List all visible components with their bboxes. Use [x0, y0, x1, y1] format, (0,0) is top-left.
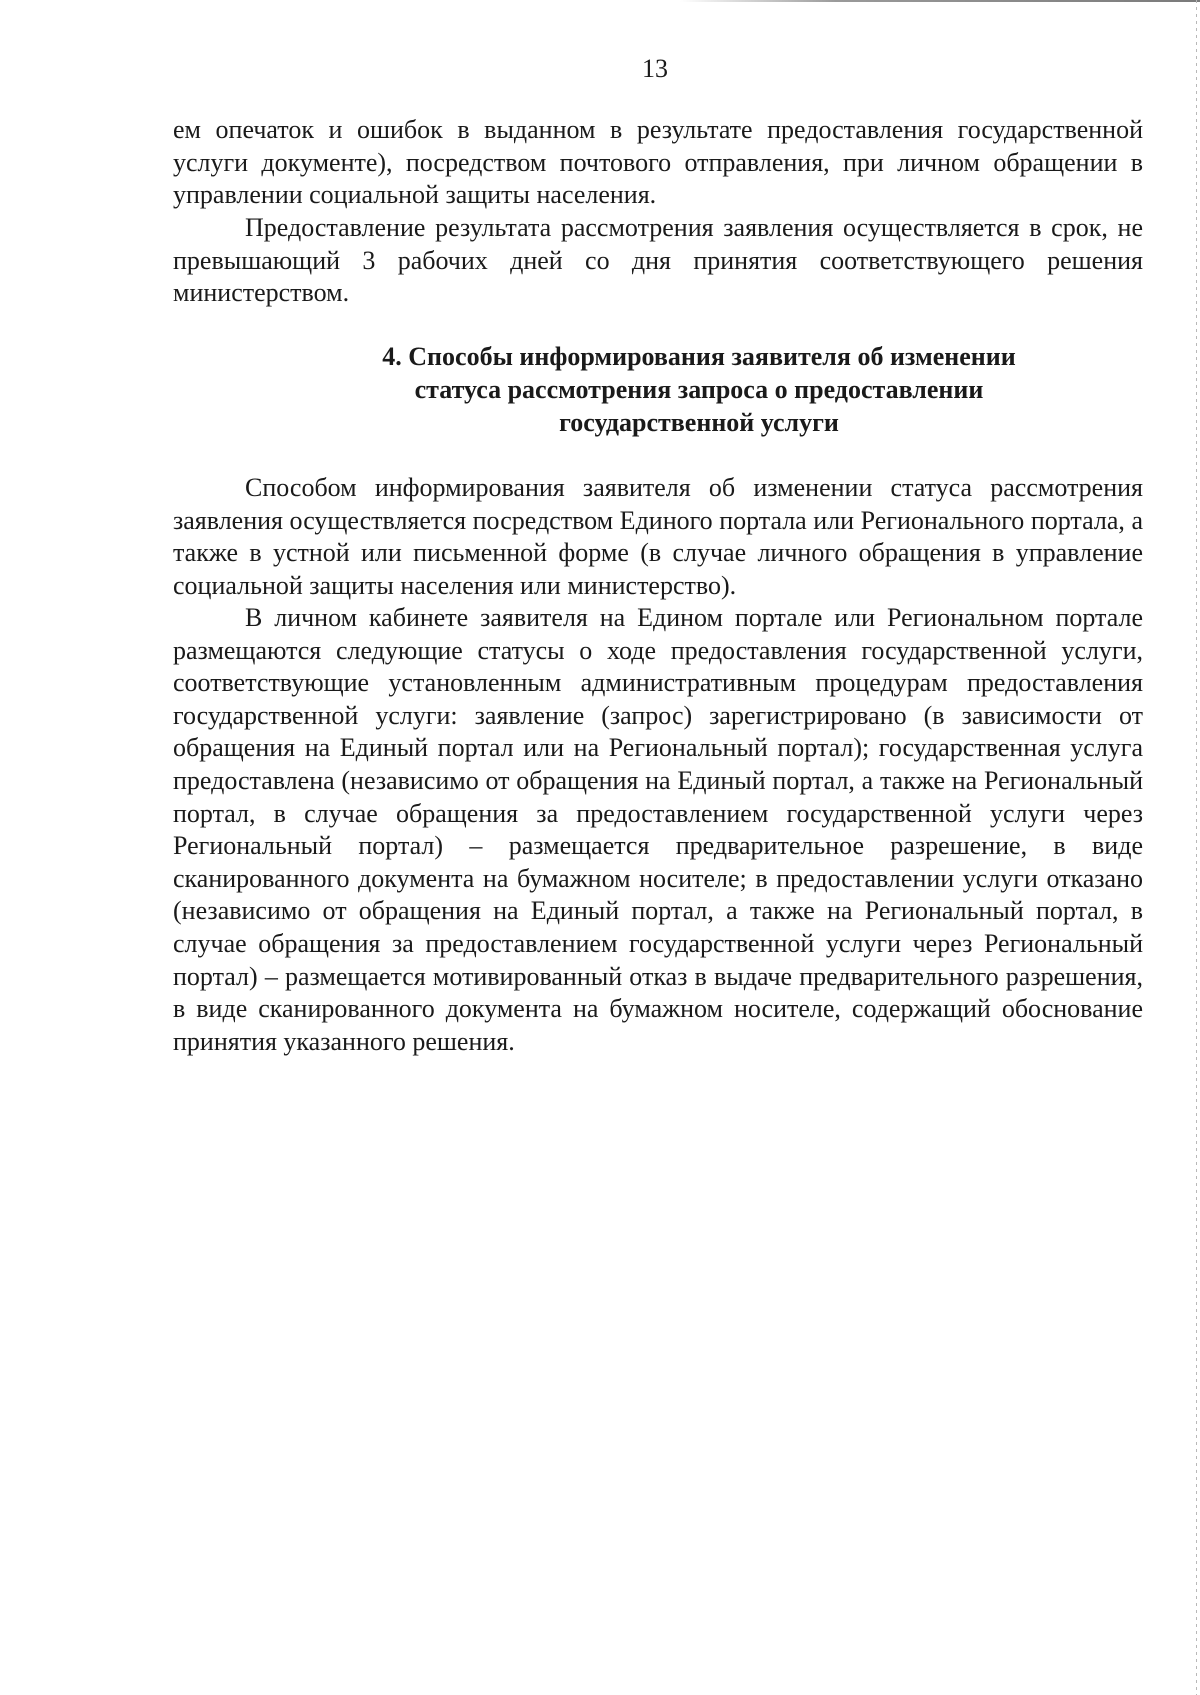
paragraph-result-term-block	[173, 212, 1143, 310]
scan-edge-top	[680, 0, 1200, 2]
section-heading-line-3: государственной услуги	[559, 408, 839, 437]
paragraph-informing-method-block	[173, 472, 1143, 602]
paragraph-personal-account-block	[173, 602, 1143, 1058]
scan-edge-right	[1196, 0, 1197, 1695]
section-heading-line-1: 4. Способы информирования заявителя об изменении	[382, 342, 1016, 371]
paragraph-personal-account: В личном кабинете заявителя на Едином портале или Региональном портале размещаются следующие статусы о ходе предоставления государственной услуги, соответствующие установленным административным процедурам предоставления государственной услуги: заявление (запрос) зарегистрировано (в зависимости от обращения на Единый портал или на Региональный портал); государственная услуга предоставлена (независимо от обращения на Единый портал, а также на Региональный портал, в случае обращения за предоставлением государственной услуги через Региональный портал) – размещается предварительное разрешение, в виде сканированного документа на бумажном носителе; в предоставлении услуги отказано (независимо от обращения на Единый портал, а также на Региональный портал, в случае обращения за предоставлением государственной услуги через Региональный портал) – размещается мотивированный отказ в выдаче предварительного разрешения, в виде сканированного документа на бумажном носителе, содержащий обоснование принятия указанного решения.	[173, 603, 1143, 1056]
paragraph-result-term: Предоставление результата рассмотрения заявления осуществляется в срок, не превышающий 3 рабочих дней со дня принятия соответствующего решения министерством.	[173, 213, 1143, 308]
paragraph-informing-method: Способом информирования заявителя об изменении статуса рассмотрения заявления осуществляется посредством Единого портала или Регионального портала, а также в устной или письменной форме (в случае личного обращения в управление социальной защиты населения или министерство).	[173, 473, 1143, 600]
page-number: 13	[642, 54, 668, 83]
section-heading-line-2: статуса рассмотрения запроса о предоставлении	[414, 375, 984, 404]
paragraph-continuation-block	[173, 114, 1143, 212]
paragraph-continuation: ем опечаток и ошибок в выданном в результате предоставления государственной услуги документе), посредством почтового отправления, при личном обращении в управлении социальной защиты населения.	[173, 115, 1143, 210]
section-heading	[173, 340, 1143, 439]
